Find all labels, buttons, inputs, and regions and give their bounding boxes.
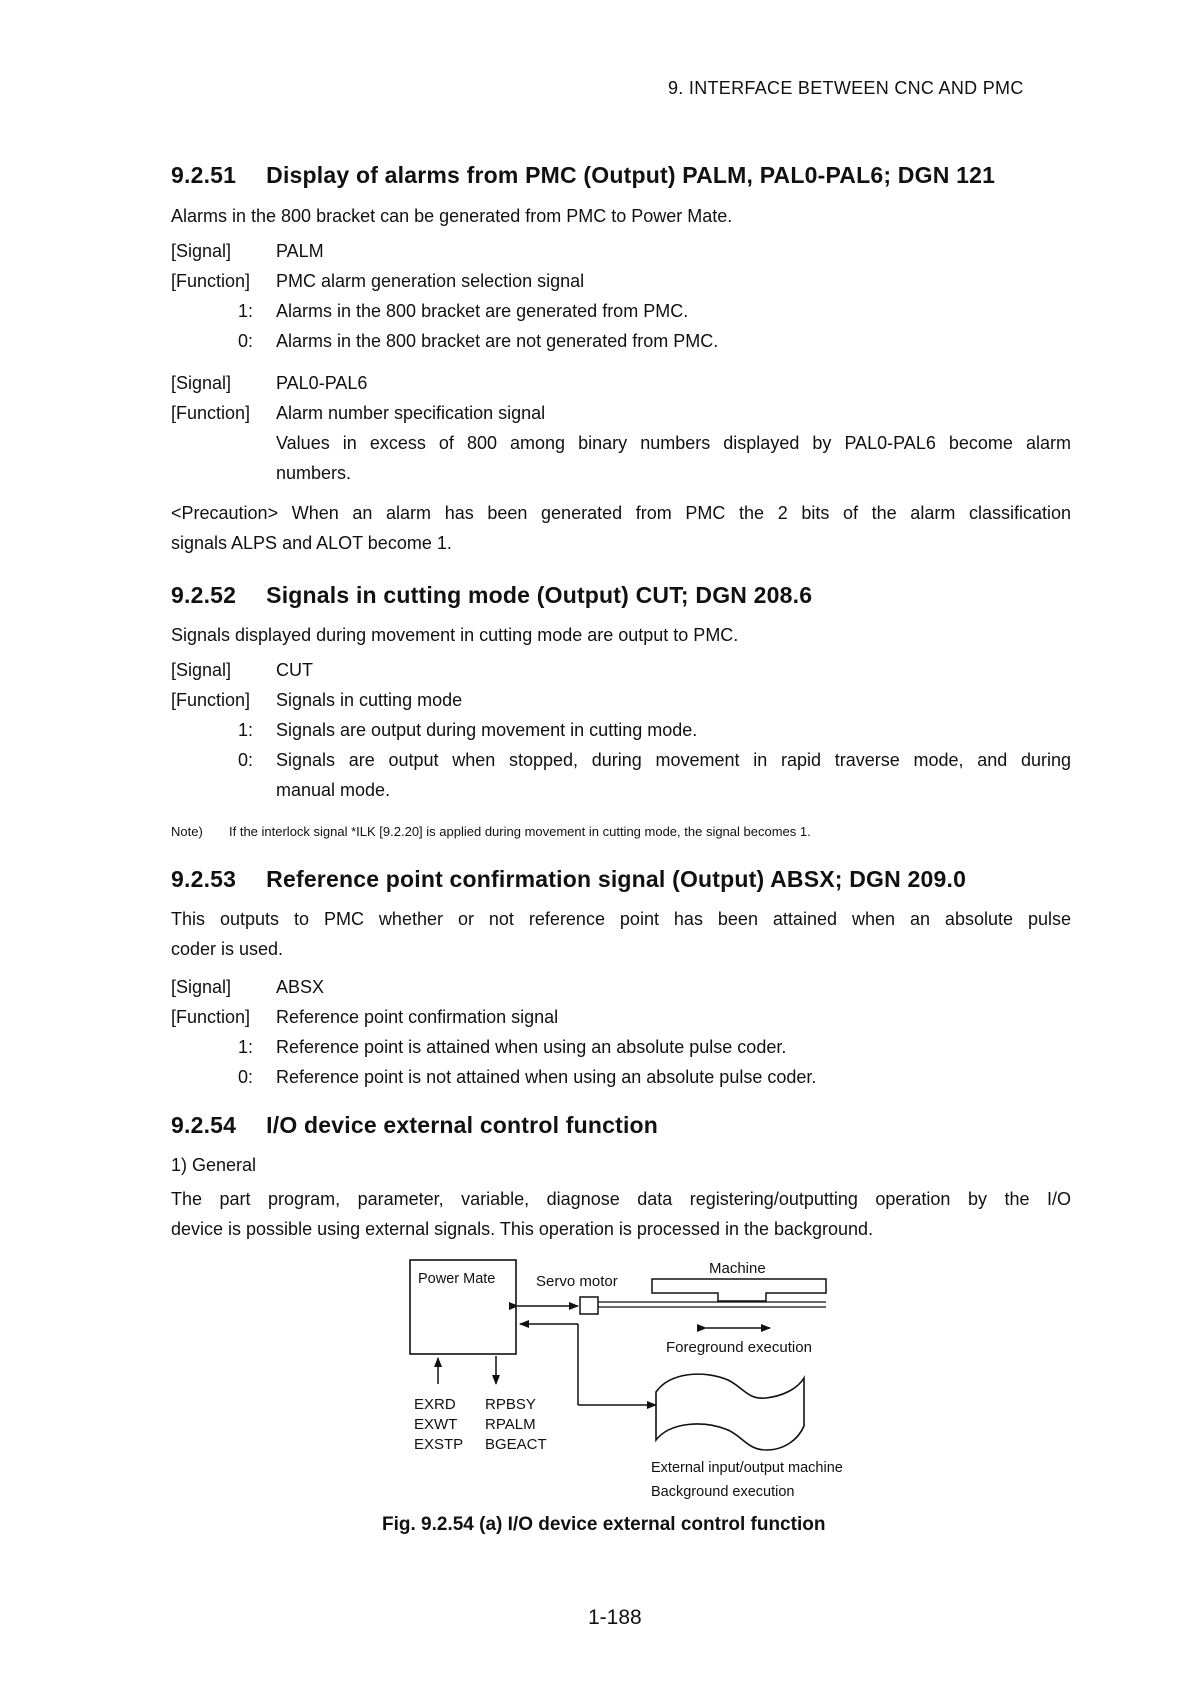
external-io-device-icon	[656, 1374, 804, 1450]
body-text: The part program, parameter, variable, diagnose data registering/outputting operation by the I/O	[171, 1189, 1071, 1209]
body-text-cont: device is possible using external signals. This operation is processed in the background.	[171, 1219, 874, 1239]
option-number: 0:	[238, 331, 254, 351]
running-header: 9. INTERFACE BETWEEN CNC AND PMC	[668, 78, 1024, 98]
servo-motor-label: Servo motor	[536, 1273, 618, 1290]
signal-label: [Signal]	[171, 373, 232, 393]
option-number: 1:	[238, 301, 254, 321]
option-number: 0:	[238, 1067, 254, 1087]
function-label: [Function]	[171, 690, 251, 710]
function-value: Reference point confirmation signal	[276, 1007, 559, 1027]
external-io-label: External input/output machine	[651, 1460, 843, 1476]
function-value: Alarm number specification signal	[276, 403, 546, 423]
section-title: Signals in cutting mode (Output) CUT; DGN 208.6	[266, 582, 813, 608]
option-number: 1:	[238, 1037, 254, 1057]
output-signal-rpbsy: RPBSY	[485, 1396, 536, 1413]
section-number: 9.2.51	[171, 162, 237, 188]
section-number: 9.2.54	[171, 1112, 237, 1138]
section-number: 9.2.53	[171, 866, 237, 892]
foreground-label: Foreground execution	[666, 1339, 812, 1356]
signal-label: [Signal]	[171, 241, 232, 261]
signal-label: [Signal]	[171, 660, 232, 680]
function-description: Values in excess of 800 among binary numbers displayed by PAL0-PAL6 become alarm	[276, 433, 1071, 453]
section-number: 9.2.52	[171, 582, 237, 608]
section-intro: Alarms in the 800 bracket can be generated from PMC to Power Mate.	[171, 206, 733, 226]
page-number: 1-188	[588, 1606, 642, 1629]
function-label: [Function]	[171, 403, 251, 423]
signal-value: PALM	[276, 241, 324, 261]
signal-value: PAL0-PAL6	[276, 373, 368, 393]
option-text: Reference point is not attained when using an absolute pulse coder.	[276, 1067, 817, 1087]
section-intro: This outputs to PMC whether or not reference point has been attained when an absolute pulse	[171, 909, 1071, 929]
section-title: I/O device external control function	[266, 1112, 659, 1138]
option-text: Reference point is attained when using an absolute pulse coder.	[276, 1037, 787, 1057]
servo-motor-icon	[580, 1297, 598, 1314]
function-label: [Function]	[171, 1007, 251, 1027]
section-intro: Signals displayed during movement in cutting mode are output to PMC.	[171, 625, 739, 645]
option-text: Signals are output during movement in cutting mode.	[276, 720, 698, 740]
note-label: Note)	[171, 824, 203, 839]
option-text: Signals are output when stopped, during movement in rapid traverse mode, and during	[276, 750, 1071, 770]
option-text: Alarms in the 800 bracket are not generated from PMC.	[276, 331, 719, 351]
function-description-cont: numbers.	[276, 463, 352, 483]
machine-label: Machine	[709, 1260, 766, 1277]
option-text: Alarms in the 800 bracket are generated from PMC.	[276, 301, 689, 321]
input-signal-exwt: EXWT	[414, 1416, 458, 1433]
signal-value: CUT	[276, 660, 313, 680]
function-value: Signals in cutting mode	[276, 690, 463, 710]
precaution-text-cont: signals ALPS and ALOT become 1.	[171, 533, 452, 553]
figure-caption: Fig. 9.2.54 (a) I/O device external control function	[382, 1514, 826, 1535]
section-intro-cont: coder is used.	[171, 939, 284, 959]
function-label: [Function]	[171, 271, 251, 291]
option-text-cont: manual mode.	[276, 780, 391, 800]
precaution-text: <Precaution> When an alarm has been generated from PMC the 2 bits of the alarm classification	[171, 503, 1071, 523]
section-title: Reference point confirmation signal (Output) ABSX; DGN 209.0	[266, 866, 967, 892]
output-signal-bgeact: BGEACT	[485, 1436, 547, 1453]
subsection-heading: 1) General	[171, 1155, 257, 1175]
background-label: Background execution	[651, 1484, 795, 1500]
signal-label: [Signal]	[171, 977, 232, 997]
signal-value: ABSX	[276, 977, 325, 997]
power-mate-label: Power Mate	[418, 1271, 496, 1287]
machine-table	[652, 1279, 826, 1301]
note-text: If the interlock signal *ILK [9.2.20] is applied during movement in cutting mode, the signal becomes 1.	[229, 824, 811, 839]
input-signal-exrd: EXRD	[414, 1396, 456, 1413]
section-title: Display of alarms from PMC (Output) PALM, PAL0-PAL6; DGN 121	[266, 162, 996, 188]
option-number: 1:	[238, 720, 254, 740]
input-signal-exstp: EXSTP	[414, 1436, 464, 1453]
output-signal-rpalm: RPALM	[485, 1416, 536, 1433]
option-number: 0:	[238, 750, 254, 770]
function-value: PMC alarm generation selection signal	[276, 271, 585, 291]
